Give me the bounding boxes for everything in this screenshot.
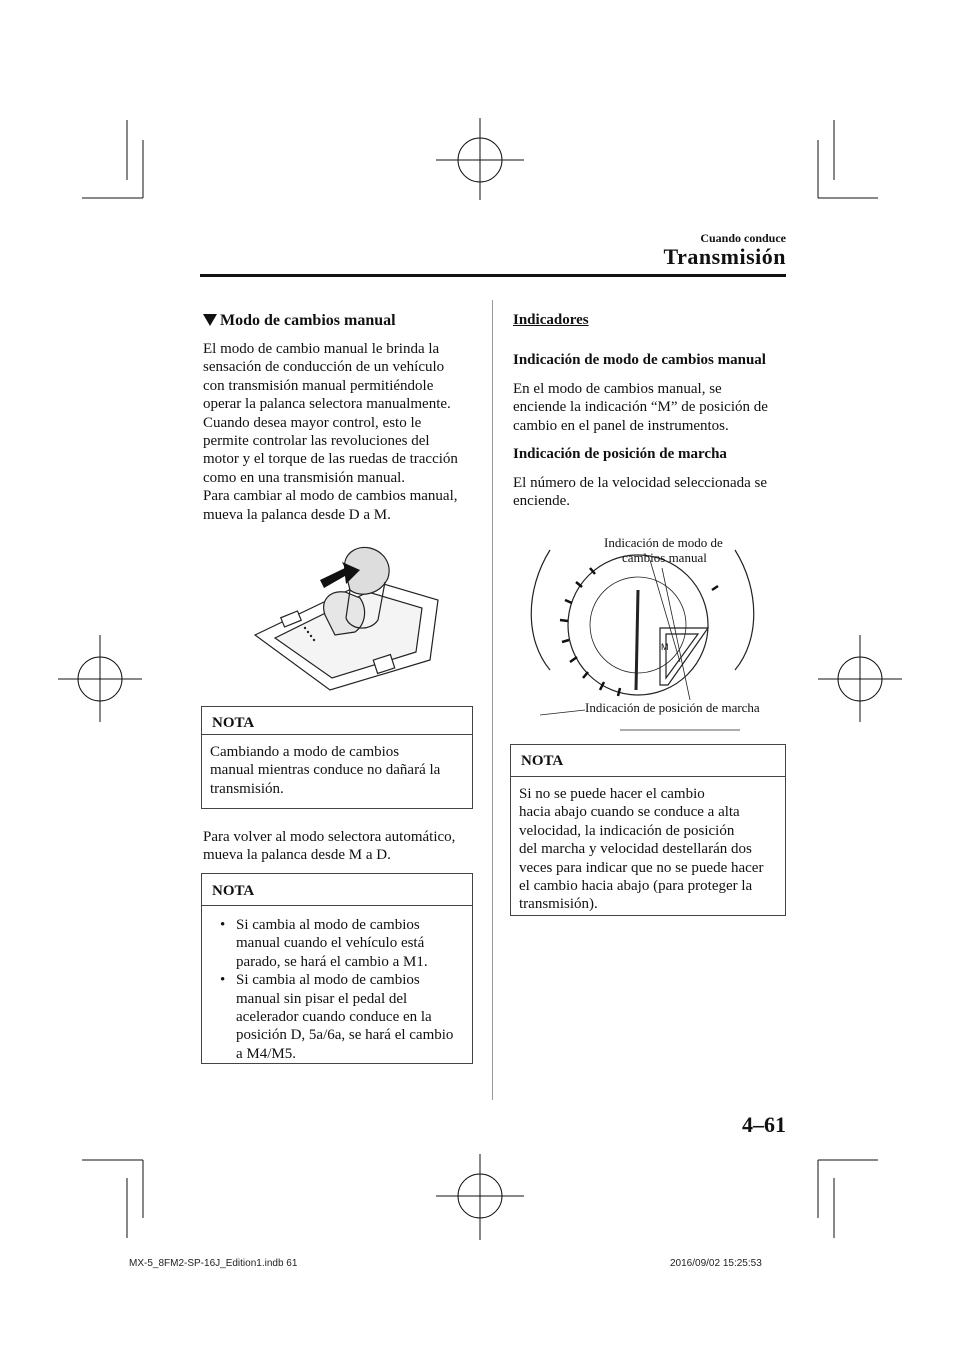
text-line: operar la palanca selectora manualmente. bbox=[203, 396, 451, 413]
subheading-gear-position: Indicación de posición de marcha bbox=[513, 446, 727, 462]
triangle-bullet-icon bbox=[203, 314, 217, 326]
indicators-heading: Indicadores bbox=[513, 312, 589, 328]
page-title: Transmisión bbox=[663, 244, 786, 269]
note-box bbox=[201, 706, 473, 809]
text-line: como en una transmisión manual. bbox=[203, 469, 406, 486]
text-line: hacia abajo cuando se conduce a alta bbox=[519, 804, 740, 821]
note-body bbox=[511, 777, 785, 922]
return-paragraph bbox=[203, 828, 493, 865]
note-box bbox=[510, 744, 786, 916]
text-line: velocidad, la indicación de posición bbox=[519, 822, 735, 839]
subheading-manual-mode: Indicación de modo de cambios manual bbox=[513, 352, 766, 368]
text-line: Cuando desea mayor control, esto le bbox=[203, 414, 422, 431]
text-line: mueva la palanca desde D a M. bbox=[203, 506, 391, 523]
label-gear-position: Indicación de posición de marcha bbox=[585, 700, 760, 715]
text-line: manual sin pisar el pedal del bbox=[236, 990, 408, 1007]
section-title bbox=[203, 312, 396, 330]
text-line: el cambio hacia abajo (para proteger la bbox=[519, 878, 753, 895]
list-item bbox=[210, 916, 464, 971]
text-line: enciende. bbox=[513, 493, 571, 510]
section-title-text: Modo de cambios manual bbox=[220, 312, 396, 329]
text-line: Para volver al modo selectora automático, bbox=[203, 829, 456, 845]
intro-paragraph bbox=[203, 340, 483, 524]
footer-stamp: 2016/09/02 15:25:53 bbox=[670, 1258, 762, 1269]
text-line: transmisión). bbox=[519, 896, 598, 913]
text-line: sensación de conducción de un vehículo bbox=[203, 359, 445, 376]
note-box bbox=[201, 873, 473, 1064]
page-number: 4–61 bbox=[742, 1112, 786, 1137]
footer-file: MX-5_8FM2-SP-16J_Edition1.indb 61 bbox=[129, 1258, 298, 1269]
note-heading: NOTA bbox=[511, 745, 785, 777]
text-line: enciende la indicación “M” de posición de bbox=[513, 399, 768, 416]
text-line: transmisión. bbox=[210, 780, 284, 797]
list-item bbox=[210, 971, 464, 1063]
note-body bbox=[202, 906, 472, 1071]
text-line: Cambiando a modo de cambios bbox=[210, 744, 400, 760]
text-line: manual cuando el vehículo está bbox=[236, 935, 425, 952]
note-heading: NOTA bbox=[202, 874, 472, 906]
text-line: Para cambiar al modo de cambios manual, bbox=[203, 488, 458, 505]
manual-mode-paragraph bbox=[513, 380, 803, 435]
text-line: En el modo de cambios manual, se bbox=[513, 381, 722, 397]
text-line: Si cambia al modo de cambios bbox=[236, 917, 420, 933]
m-indicator: M bbox=[661, 642, 669, 652]
label-manual-mode-1: Indicación de modo de bbox=[604, 535, 723, 550]
text-line: del marcha y velocidad destellarán dos bbox=[519, 841, 752, 858]
text-line: veces para indicar que no se puede hacer bbox=[519, 859, 764, 876]
text-line: con transmisión manual permitiéndole bbox=[203, 377, 434, 394]
gear-position-paragraph bbox=[513, 474, 803, 511]
text-line: posición D, 5a/6a, se hará el cambio bbox=[236, 1027, 454, 1044]
label-manual-mode-2: cambios manual bbox=[622, 550, 707, 565]
bullet-icon: • bbox=[220, 917, 226, 933]
text-line: permite controlar las revoluciones del bbox=[203, 433, 430, 450]
note-heading: NOTA bbox=[202, 707, 472, 735]
text-line: acelerador cuando conduce en la bbox=[236, 1009, 432, 1026]
text-line: manual mientras conduce no dañará la bbox=[210, 762, 441, 779]
header-rule bbox=[200, 274, 786, 277]
text-line: Si cambia al modo de cambios bbox=[236, 972, 420, 989]
text-line: motor y el torque de las ruedas de tracción bbox=[203, 451, 458, 468]
bullet-icon: • bbox=[220, 972, 226, 989]
column-divider bbox=[492, 300, 493, 1100]
text-line: cambio en el panel de instrumentos. bbox=[513, 417, 729, 434]
text-line: Si no se puede hacer el cambio bbox=[519, 786, 705, 802]
text-line: El modo de cambio manual le brinda la bbox=[203, 341, 440, 357]
shift-lever-illustration bbox=[250, 540, 440, 695]
text-line: parado, se hará el cambio a M1. bbox=[236, 953, 428, 970]
text-line: a M4/M5. bbox=[236, 1045, 296, 1062]
note-body bbox=[202, 735, 472, 806]
text-line: El número de la velocidad seleccionada se bbox=[513, 475, 768, 491]
header-section: Cuando conduce bbox=[700, 231, 786, 245]
text-line: mueva la palanca desde M a D. bbox=[203, 847, 391, 864]
